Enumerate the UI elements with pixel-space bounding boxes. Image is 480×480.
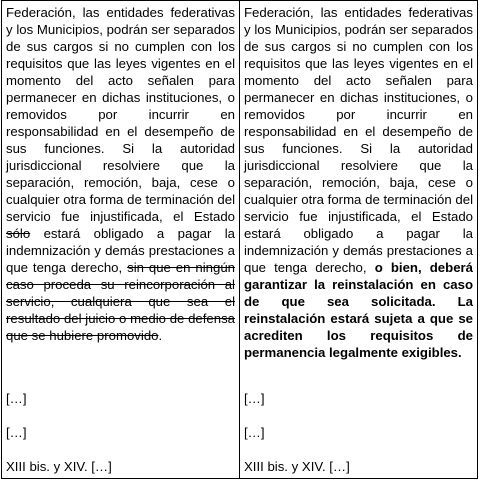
fraction-reference: XIII bis. y XIV. […] <box>6 459 112 474</box>
ellipsis-line: […] <box>244 391 265 406</box>
current-text-paragraph <box>6 4 235 344</box>
current-text-column <box>2 1 240 478</box>
fraction-reference: XIII bis. y XIV. […] <box>244 459 350 474</box>
ellipsis-line: […] <box>6 425 27 440</box>
text-segment: Federación, las entidades federativas y los Municipios, podrán ser separados de sus cargos si no cumplen con los requisitos que las leyes vigentes en el momento del acto señalen para permanecer en dichas instituciones, o removidos por incurrir en responsabilidad en el desempeño de sus funciones. Si la autoridad jurisdiccional resolviere que la separación, remoción, baja, cese o cualquier otra forma de terminación del servicio fue injustificada, el Estado <box>6 5 235 224</box>
ellipsis-line: […] <box>244 425 265 440</box>
ellipsis-line: […] <box>6 391 27 406</box>
text-segment: estará obligado a pagar la indemnización y demás prestaciones a que tenga derecho, <box>6 226 235 275</box>
proposed-text-paragraph <box>244 4 473 361</box>
added-text-segment: o bien, deberá garantizar la reinstalación en caso de que sea solicitada. La reinstalación estará sujeta a que se acrediten los requisitos de permanencia legalmente exigibles. <box>244 260 473 360</box>
comparison-table <box>1 0 478 479</box>
text-segment: . <box>158 328 163 343</box>
deleted-text-segment: sólo <box>6 226 31 241</box>
proposed-text-column <box>240 1 477 478</box>
deleted-text-segment: sin que en ningún caso proceda su reincorporación al servicio, cualquiera que sea el resultado del juicio o medio de defensa que se hubiere promovido <box>6 260 235 343</box>
text-segment: Federación, las entidades federativas y los Municipios, podrán ser separados de sus cargos si no cumplen con los requisitos que las leyes vigentes en el momento del acto señalen para permanecer en dichas instituciones, o removidos por incurrir en responsabilidad en el desempeño de sus funciones. Si la autoridad jurisdiccional resolviere que la separación, remoción, baja, cese o cualquier otra forma de terminación del servicio fue injustificada, el Estado estará obligado a pagar la indemnización y demás prestaciones a que tenga derecho, <box>244 5 473 275</box>
